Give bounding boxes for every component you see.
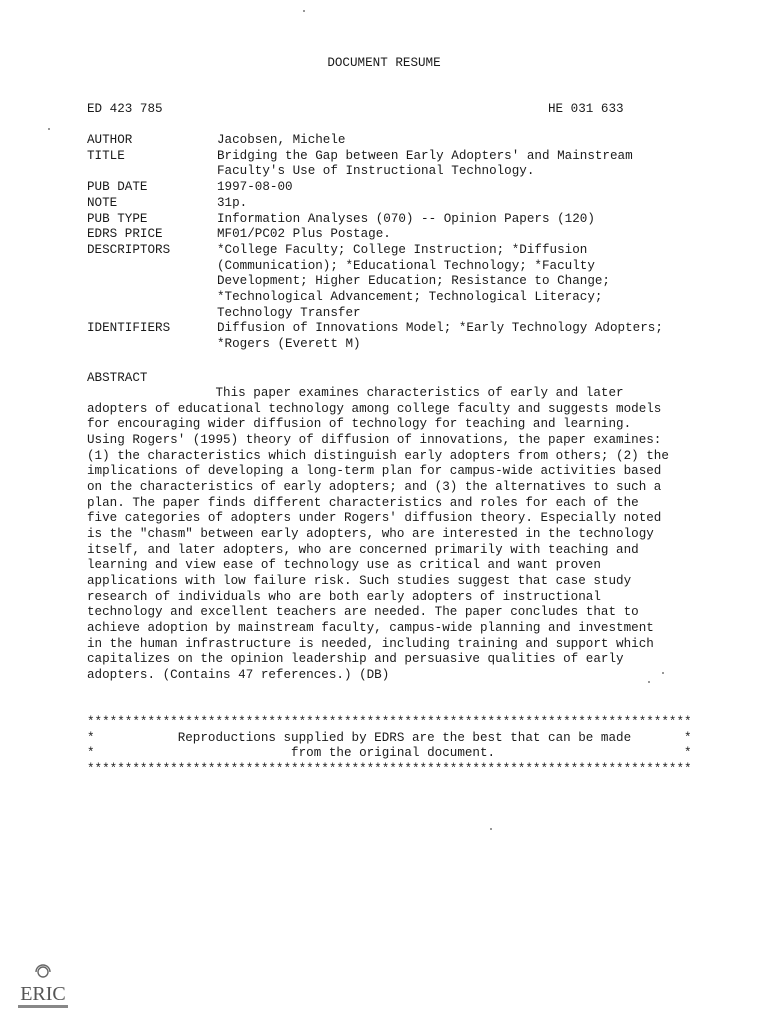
abstract-line: capitalizes on the opinion leadership and persuasive qualities of early xyxy=(87,652,624,667)
field-value xyxy=(217,133,707,149)
field-line: 31p. xyxy=(217,195,248,210)
abstract-line: adopters. (Contains 47 references.) (DB) xyxy=(87,667,390,682)
abstract-line: five categories of adopters under Rogers' diffusion theory. Especially noted xyxy=(87,511,662,526)
he-number: HE 031 633 xyxy=(548,102,624,116)
field-line: Faculty's Use of Instructional Technology. xyxy=(217,164,535,179)
scan-speck xyxy=(303,10,305,12)
field-descriptors xyxy=(87,243,707,322)
abstract-line: in the human infrastructure is needed, including training and support which xyxy=(87,636,654,651)
abstract-line: research of individuals who are both early adopters of instructional xyxy=(87,589,601,604)
abstract-line: adopters of educational technology among college faculty and suggests models xyxy=(87,401,662,416)
field-label: TITLE xyxy=(87,148,125,163)
field-line: Jacobsen, Michele xyxy=(217,133,346,147)
field-label: NOTE xyxy=(87,195,118,210)
field-value xyxy=(217,243,707,322)
ed-number: ED 423 785 xyxy=(87,102,163,116)
field-line: Bridging the Gap between Early Adopters' and Mainstream xyxy=(217,148,633,163)
field-line: *College Faculty; College Instruction; *Diffusion xyxy=(217,242,588,257)
metadata-fields xyxy=(87,133,707,353)
field-pub-type xyxy=(87,212,707,228)
field-pub-date xyxy=(87,180,707,196)
reproduction-notice xyxy=(87,715,707,777)
abstract-line: This paper examines characteristics of early and later xyxy=(87,386,624,400)
field-line: Development; Higher Education; Resistance to Change; xyxy=(217,274,610,289)
abstract-line: technology and excellent teachers are needed. The paper concludes that to xyxy=(87,605,639,620)
abstract-line: for encouraging wider diffusion of technology for teaching and learning. xyxy=(87,417,632,432)
field-label: AUTHOR xyxy=(87,133,133,147)
field-value xyxy=(217,196,707,212)
abstract-line: achieve adoption by mainstream faculty, campus-wide planning and investment xyxy=(87,620,654,635)
eric-logo-text: ERIC xyxy=(20,983,66,1005)
eric-logo xyxy=(14,962,72,1012)
abstract-line: applications with low failure risk. Such studies suggest that case study xyxy=(87,573,632,588)
abstract-label: ABSTRACT xyxy=(87,371,148,385)
abstract-body xyxy=(87,386,707,683)
field-line: Diffusion of Innovations Model; *Early Technology Adopters; xyxy=(217,321,663,336)
scan-speck xyxy=(648,681,650,683)
scan-speck xyxy=(490,828,492,830)
eric-logo-emblem xyxy=(36,965,50,977)
eric-logo-underline xyxy=(18,1005,68,1008)
field-label: IDENTIFIERS xyxy=(87,321,171,336)
abstract-line: on the characteristics of early adopters; and (3) the alternatives to such a xyxy=(87,479,662,494)
field-note xyxy=(87,196,707,212)
scan-speck xyxy=(662,672,664,674)
notice-border-top: ******************************************************************************** xyxy=(87,715,692,729)
abstract-line: is the "chasm" between early adopters, who are interested in the technology xyxy=(87,526,654,541)
notice-border-bottom: ******************************************************************************** xyxy=(87,761,692,776)
field-author xyxy=(87,133,707,149)
field-edrs-price xyxy=(87,227,707,243)
abstract-line: (1) the characteristics which distinguish early adopters from others; (2) the xyxy=(87,448,669,463)
field-line: *Technological Advancement; Technological Literacy; xyxy=(217,290,603,305)
notice-line: * Reproductions supplied by EDRS are the best that can be made * xyxy=(87,730,692,745)
field-title xyxy=(87,149,707,180)
field-label: DESCRIPTORS xyxy=(87,242,171,257)
field-value xyxy=(217,227,707,243)
field-label: EDRS PRICE xyxy=(87,227,163,242)
abstract-line: implications of developing a long-term plan for campus-wide activities based xyxy=(87,464,662,479)
abstract-line: itself, and later adopters, who are concerned primarily with teaching and xyxy=(87,542,639,557)
field-line: (Communication); *Educational Technology; *Faculty xyxy=(217,258,595,273)
field-identifiers xyxy=(87,321,707,352)
field-label: PUB TYPE xyxy=(87,211,148,226)
field-value xyxy=(217,180,707,196)
field-line: *Rogers (Everett M) xyxy=(217,337,361,352)
field-value xyxy=(217,321,707,352)
abstract-line: Using Rogers' (1995) theory of diffusion of innovations, the paper examines: xyxy=(87,432,662,447)
field-value xyxy=(217,149,707,180)
field-label: PUB DATE xyxy=(87,180,148,195)
abstract-line: learning and view ease of technology use as critical and want proven xyxy=(87,558,601,573)
document-title: DOCUMENT RESUME xyxy=(327,56,441,70)
notice-line: * from the original document. * xyxy=(87,746,692,760)
field-value xyxy=(217,212,707,228)
field-line: Information Analyses (070) -- Opinion Papers (120) xyxy=(217,211,595,226)
abstract-line: plan. The paper finds different characteristics and roles for each of the xyxy=(87,495,639,510)
field-line: Technology Transfer xyxy=(217,305,361,320)
field-line: MF01/PC02 Plus Postage. xyxy=(217,227,391,242)
scan-speck xyxy=(48,128,50,130)
field-line: 1997-08-00 xyxy=(217,180,293,195)
